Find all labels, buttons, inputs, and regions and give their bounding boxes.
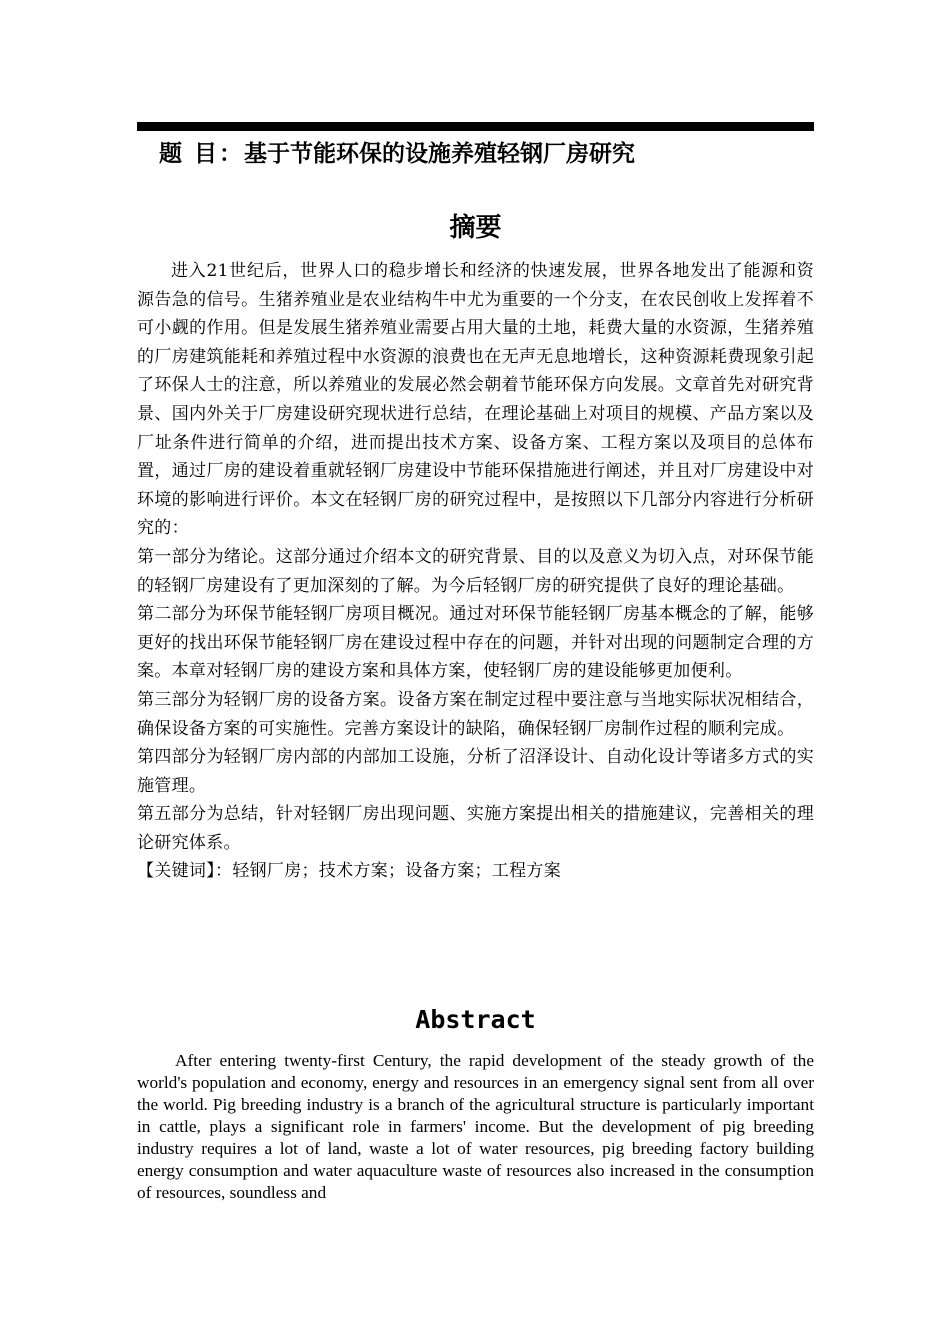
- chinese-abstract-intro: 进入21世纪后，世界人口的稳步增长和经济的快速发展，世界各地发出了能源和资源告急的信号。生猪养殖业是农业结构牛中尤为重要的一个分支，在农民创收上发挥着不可小觑的作用。但是发展生猪养殖业需要占用大量的土地，耗费大量的水资源，生猪养殖的厂房建筑能耗和养殖过程中水资源的浪费也在无声无息地增长，这种资源耗费现象引起了环保人士的注意，所以养殖业的发展必然会朝着节能环保方向发展。文章首先对研究背景、国内外关于厂房建设研究现状进行总结，在理论基础上对项目的规模、产品方案以及厂址条件进行简单的介绍，进而提出技术方案、设备方案、工程方案以及项目的总体布置，通过厂房的建设着重就轻钢厂房建设中节能环保措施进行阐述，并且对厂房建设中对环境的影响进行评价。本文在轻钢厂房的研究过程中，是按照以下几部分内容进行分析研究的：: [137, 261, 814, 539]
- keywords-line: [137, 857, 814, 886]
- chinese-abstract-part1: 第一部分为绪论。这部分通过介绍本文的研究背景、目的以及意义为切入点，对环保节能的轻钢厂房建设有了更加深刻的了解。为今后轻钢厂房的研究提供了良好的理论基础。: [137, 546, 814, 596]
- chinese-abstract-part5: 第五部分为总结，针对轻钢厂房出现问题、实施方案提出相关的措施建议，完善相关的理论研究体系。: [137, 804, 814, 853]
- english-abstract-paragraph: After entering twenty-first Century, the rapid development of the steady growth of the world's population and economy, energy and resources in an emergency signal sent from all over the world. Pig breeding industry is a branch of the agricultural structure is particularly important in cattle, plays a significant role in farmers' income. But the development of pig breeding industry requires a lot of land, waste a lot of water resources, pig breeding factory building energy consumption and water aquaculture waste of resources also increased in the consumption of resources, soundless and: [137, 1051, 814, 1202]
- chinese-abstract-part4: 第四部分为轻钢厂房内部的内部加工设施，分析了沼泽设计、自动化设计等诸多方式的实施管理。: [137, 747, 814, 796]
- keywords-label: 【关键词】：: [137, 861, 233, 882]
- thesis-title-label: 题 目：: [159, 141, 245, 167]
- chinese-abstract-part2: 第二部分为环保节能轻钢厂房项目概况。通过对环保节能轻钢厂房基本概念的了解，能够更好的找出环保节能轻钢厂房在建设过程中存在的问题，并针对出现的问题制定合理的方案。本章对轻钢厂房的建设方案和具体方案，使轻钢厂房的建设能够更加便利。: [137, 604, 814, 682]
- chinese-abstract-body: [137, 257, 814, 886]
- top-rule: [137, 122, 814, 131]
- thesis-title: [159, 138, 819, 170]
- english-abstract-heading: Abstract: [415, 1005, 536, 1034]
- keywords: 轻钢厂房；技术方案；设备方案；工程方案: [232, 861, 562, 882]
- chinese-abstract-heading: 摘要: [449, 213, 502, 243]
- english-abstract-body: [137, 1050, 814, 1204]
- chinese-abstract-part3: 第三部分为轻钢厂房的设备方案。设备方案在制定过程中要注意与当地实际状况相结合，确保设备方案的可实施性。完善方案设计的缺陷，确保轻钢厂房制作过程的顺利完成。: [137, 689, 814, 739]
- thesis-title-text: 基于节能环保的设施养殖轻钢厂房研究: [244, 141, 636, 167]
